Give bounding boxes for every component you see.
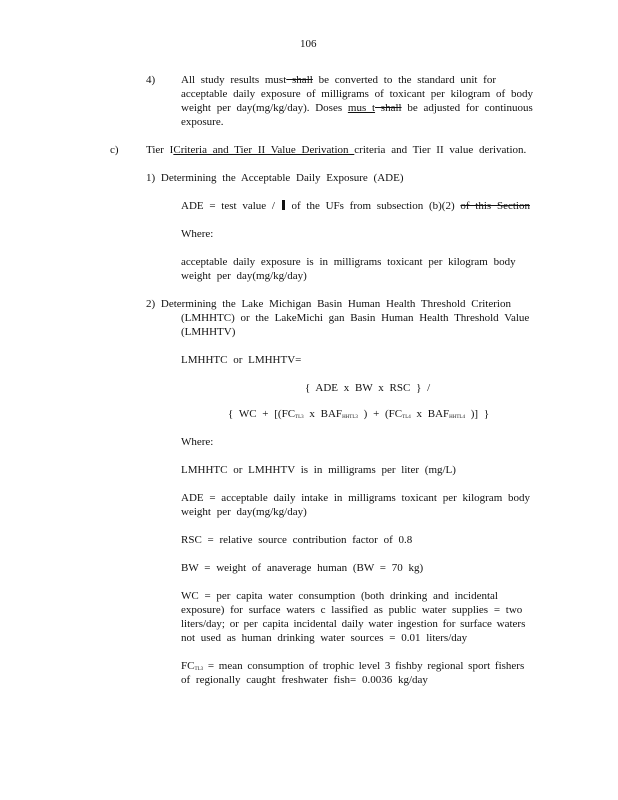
ade-definition-line-2: weight per day(mg/kg/day) bbox=[181, 270, 307, 282]
text: of the UFs from subsection (b)(2) bbox=[285, 200, 461, 212]
text: ) + (FC bbox=[357, 408, 403, 420]
section-c-marker: c) bbox=[110, 144, 119, 156]
deleted-text: shall bbox=[375, 102, 402, 114]
subscript: TL3 bbox=[295, 415, 304, 420]
text: be adjusted for continuous bbox=[401, 102, 533, 114]
text: Tier I bbox=[146, 144, 174, 156]
text: ADE = test value / bbox=[181, 200, 281, 212]
definition-ade-line-2: weight per day(mg/kg/day) bbox=[181, 506, 307, 518]
inserted-text: must bbox=[264, 74, 287, 86]
deleted-text: shall bbox=[286, 74, 313, 86]
subsection-2-title-line-1: 2) Determining the Lake Michigan Basin Human Health Threshold Criterion bbox=[146, 298, 511, 310]
ade-equation bbox=[181, 199, 530, 213]
text: x BAF bbox=[303, 408, 343, 420]
text: criteria and Tier II value derivation. bbox=[354, 144, 527, 156]
equation-numerator: { ADE x BW x RSC } / bbox=[305, 382, 431, 394]
lmhhtc-equation-lhs: LMHHTC or LMHHTV= bbox=[181, 354, 302, 366]
text: All study results bbox=[181, 74, 265, 86]
ade-definition-line-1: acceptable daily exposure is in milligrams toxicant per kilogram body bbox=[181, 256, 516, 268]
inserted-text: mus t bbox=[347, 102, 376, 114]
subscript: HHTL3 bbox=[342, 415, 358, 420]
definition-lmhhtc: LMHHTC or LMHHTV is in milligrams per liter (mg/L) bbox=[181, 464, 456, 476]
inserted-text: Criteria and Tier II Value Derivation bbox=[173, 144, 355, 156]
product-symbol-icon bbox=[282, 200, 285, 210]
definition-wc-line-4: not used as human drinking water sources = 0.01 liters/day bbox=[181, 632, 468, 644]
item-4-line-1 bbox=[181, 73, 496, 87]
text: = mean consumption of trophic level 3 fishby regional sport fishers bbox=[203, 660, 525, 672]
deleted-text: of this Section bbox=[460, 200, 530, 212]
equation-denominator bbox=[228, 407, 489, 425]
text: )] } bbox=[465, 408, 490, 420]
definition-bw: BW = weight of anaverage human (BW = 70 kg) bbox=[181, 562, 424, 574]
text: weight per day(mg/kg/day). Doses bbox=[181, 102, 348, 114]
subscript: TL4 bbox=[402, 415, 411, 420]
text: { WC + [(FC bbox=[228, 408, 296, 420]
text: be converted to the standard unit for bbox=[312, 74, 497, 86]
item-4-marker: 4) bbox=[146, 74, 156, 86]
text: x BAF bbox=[410, 408, 450, 420]
where-label: Where: bbox=[181, 436, 214, 448]
definition-wc-line-3: liters/day; or per capita incidental daily water ingestion for surface waters bbox=[181, 618, 526, 630]
definition-wc-line-2: exposure) for surface waters c lassified as public water supplies = two bbox=[181, 604, 523, 616]
definition-fc-line-2: of regionally caught freshwater fish= 0.0036 kg/day bbox=[181, 674, 428, 686]
definition-wc-line-1: WC = per capita water consumption (both drinking and incidental bbox=[181, 590, 498, 602]
subscript: HHTL4 bbox=[449, 415, 465, 420]
subsection-2-title-line-2: (LMHHTC) or the LakeMichi gan Basin Human Health Threshold Value bbox=[181, 312, 530, 324]
item-4-line-3 bbox=[181, 101, 533, 115]
subscript: TL3 bbox=[194, 667, 204, 672]
section-c-heading bbox=[146, 143, 526, 157]
subsection-2-title-line-3: (LMHHTV) bbox=[181, 326, 236, 338]
where-label: Where: bbox=[181, 228, 214, 240]
definition-ade-line-1: ADE = acceptable daily intake in milligrams toxicant per kilogram body bbox=[181, 492, 530, 504]
page-number: 106 bbox=[300, 38, 317, 50]
subsection-1-title: 1) Determining the Acceptable Daily Exposure (ADE) bbox=[146, 172, 404, 184]
definition-rsc: RSC = relative source contribution factor of 0.8 bbox=[181, 534, 413, 546]
text: FC bbox=[181, 660, 195, 672]
item-4-line-2: acceptable daily exposure of milligrams of toxicant per kilogram of body bbox=[181, 88, 533, 100]
item-4-line-4: exposure. bbox=[181, 116, 224, 128]
